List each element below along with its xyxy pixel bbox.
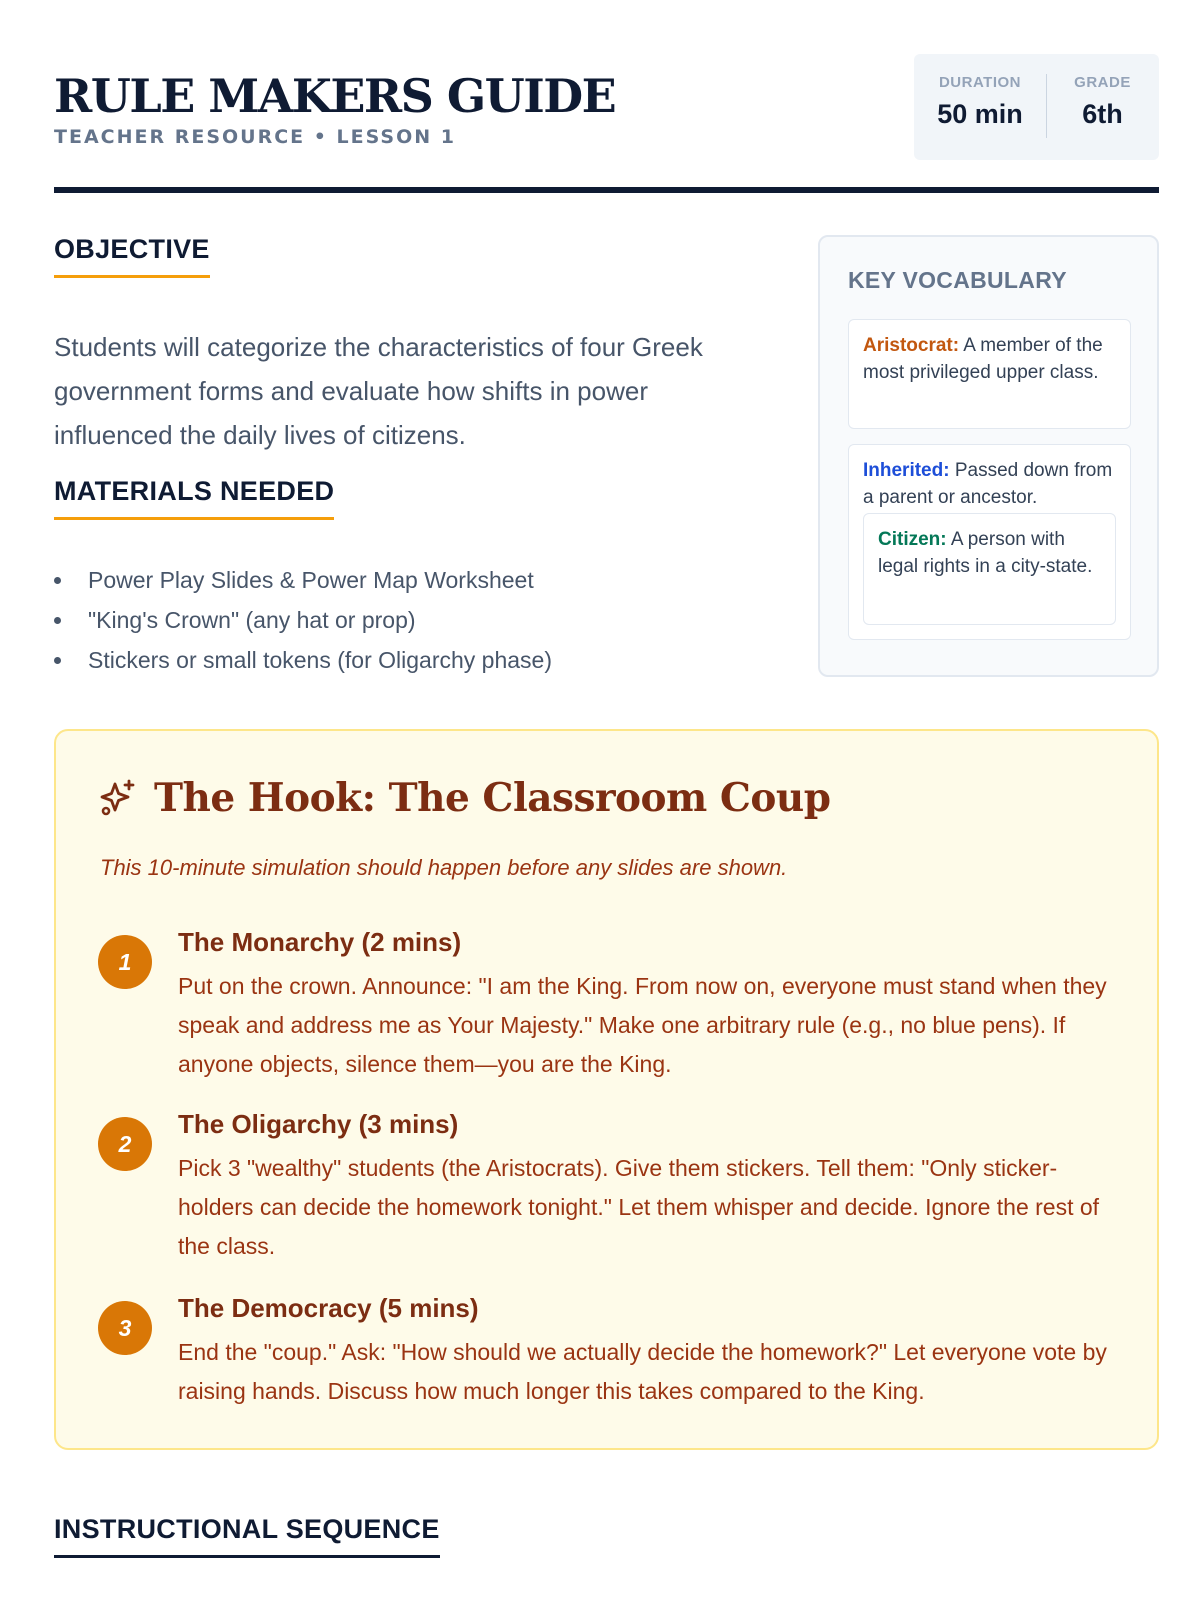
hook-title-row (98, 775, 831, 821)
lesson-meta (914, 54, 1159, 160)
bullet (54, 657, 61, 664)
step-number: 2 (98, 1117, 152, 1171)
grade-value: 6th (1082, 99, 1123, 129)
objective-heading: OBJECTIVE (54, 234, 210, 278)
duration-value: 50 min (937, 99, 1023, 129)
materials-heading: MATERIALS NEEDED (54, 476, 334, 520)
header (54, 54, 1159, 189)
step-description: Put on the crown. Announce: "I am the King. From now on, everyone must stand when they speak and address me as Your Majesty." Make one arbitrary rule (e.g., no blue pens). If anyone objects, silence them—you are the King. (178, 973, 1107, 1077)
bullet (54, 577, 61, 584)
material-text: "King's Crown" (any hat or prop) (88, 607, 416, 633)
objective-text: Students will categorize the characteristics of four Greek government forms and evaluate how shifts in power influenced the daily lives of citizens. (54, 332, 703, 450)
bullet (54, 617, 61, 624)
material-text: Stickers or small tokens (for Oligarchy phase) (88, 647, 552, 673)
page-subtitle: TEACHER RESOURCE • LESSON 1 (54, 126, 457, 148)
step-title: The Oligarchy (3 mins) (178, 1109, 459, 1139)
vocab-definition: Passed down from a parent or ancestor. (863, 460, 1113, 508)
step-title: The Monarchy (2 mins) (178, 927, 462, 957)
material-text: Power Play Slides & Power Map Worksheet (88, 567, 534, 593)
vocab-term: Citizen: (878, 529, 947, 550)
vocab-card-citizen (863, 513, 1116, 625)
sparkles-icon (98, 778, 138, 818)
list-item (54, 560, 552, 600)
vocab-definition: A member of the most privileged upper class. (863, 335, 1103, 383)
page-title: RULE MAKERS GUIDE (54, 69, 616, 123)
step-description: Pick 3 "wealthy" students (the Aristocrats). Give them stickers. Tell them: "Only sticker-holders can decide the homework tonight." Let them whisper and decide. Ignore the rest of the class. (178, 1155, 1100, 1259)
list-item (54, 640, 552, 680)
grade-label: GRADE (1074, 74, 1131, 91)
step-number: 3 (98, 1301, 152, 1355)
hook-box (54, 729, 1159, 1450)
step-title: The Democracy (5 mins) (178, 1293, 479, 1323)
vocab-definition: A person with legal rights in a city-state. (878, 529, 1093, 577)
materials-list (54, 560, 552, 680)
vocab-card-aristocrat (848, 319, 1131, 429)
vocab-term: Inherited: (863, 460, 950, 481)
vocabulary-heading: KEY VOCABULARY (848, 267, 1067, 293)
header-rule (54, 187, 1159, 193)
list-item (54, 600, 552, 640)
duration-label: DURATION (938, 74, 1022, 91)
duration-stat (914, 74, 1046, 130)
step-description: End the "coup." Ask: "How should we actually decide the homework?" Let everyone vote by raising hands. Discuss how much longer this takes compared to the King. (178, 1339, 1107, 1404)
vocab-card-inherited (848, 444, 1131, 640)
grade-stat (1046, 74, 1159, 130)
hook-subtitle: This 10-minute simulation should happen before any slides are shown. (100, 855, 788, 880)
vocab-term: Aristocrat: (863, 335, 960, 356)
hook-title: The Hook: The Classroom Coup (154, 775, 831, 821)
step-number: 1 (98, 935, 152, 989)
vocabulary-box (818, 235, 1159, 677)
sequence-heading: INSTRUCTIONAL SEQUENCE (54, 1514, 440, 1558)
